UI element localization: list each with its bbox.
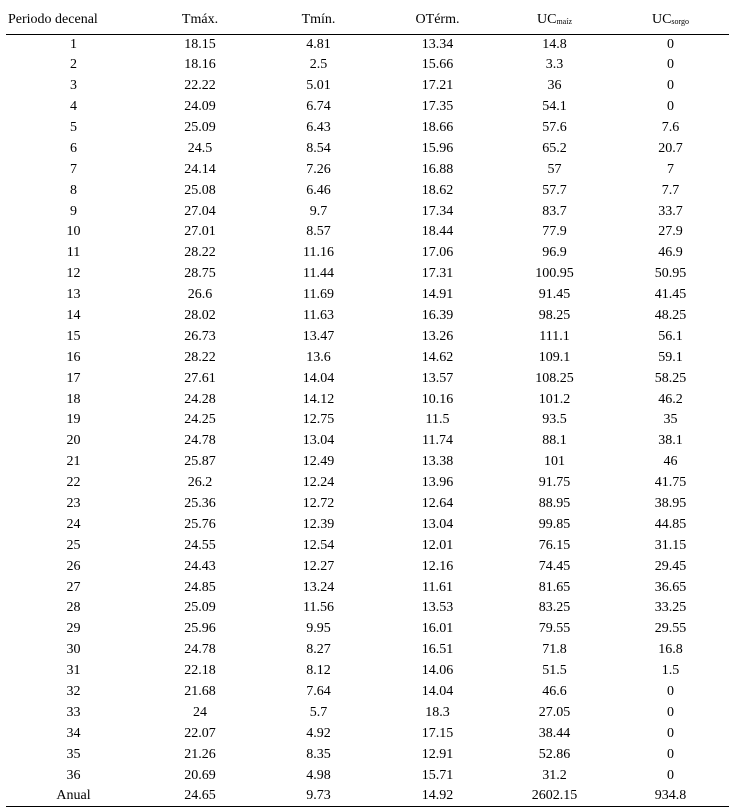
cell-uc-maiz: 109.1 [538,349,571,365]
cell-uc-sorgo: 59.1 [658,349,683,365]
cell-tmin: 8.27 [306,642,331,658]
cell-tmax: 25.08 [184,182,216,198]
header-tmax: Tmáx. [141,7,259,34]
table-row [6,138,729,159]
cell-tmax: 25.87 [184,454,216,470]
cell-tmin: 11.69 [303,287,334,303]
cell-tmax: 25.36 [184,496,216,512]
cell-uc-sorgo: 29.45 [654,558,687,574]
cell-tmax: 24.5 [187,140,213,156]
cell-oterm: 18.44 [421,224,454,240]
cell-uc-sorgo: 0 [667,684,674,700]
cell-periodo: 24 [66,516,81,532]
cell-oterm: 18.62 [421,182,454,198]
cell-periodo: 26 [66,558,81,574]
table-row [6,264,729,285]
cell-uc-maiz: 46.6 [542,684,567,700]
table-row [6,473,729,494]
cell-uc-sorgo: 0 [667,746,674,762]
cell-tmax: 24.43 [184,558,216,574]
cell-tmin: 9.73 [259,786,378,807]
table-row [6,786,729,807]
cell-uc-sorgo: 29.55 [654,621,687,637]
cell-periodo: 27 [66,579,81,595]
table-row [6,180,729,201]
cell-uc-sorgo: 46.9 [658,245,683,261]
cell-uc-sorgo: 7 [667,161,674,177]
cell-tmin: 12.39 [302,516,335,532]
cell-oterm: 14.62 [421,349,454,365]
table-row [6,389,729,410]
table-row [6,514,729,535]
cell-tmin: 12.75 [302,412,335,428]
cell-oterm: 12.64 [421,496,454,512]
cell-tmin: 7.64 [306,684,331,700]
cell-tmax: 25.09 [184,600,216,616]
cell-uc-maiz: 96.9 [542,245,567,261]
table-row [6,535,729,556]
cell-uc-sorgo: 0 [667,704,674,720]
cell-tmax: 26.73 [184,328,216,344]
cell-uc-maiz: 83.25 [538,600,571,616]
cell-uc-maiz: 81.65 [538,579,571,595]
table-row [6,577,729,598]
cell-oterm: 13.53 [421,600,454,616]
cell-oterm: 17.34 [421,203,454,219]
cell-tmin: 4.81 [306,36,331,52]
data-table-container [6,7,729,807]
cell-uc-sorgo: 48.25 [654,308,687,324]
cell-tmin: 13.24 [302,579,335,595]
cell-uc-sorgo: 0 [667,725,674,741]
table-row [6,285,729,306]
header-uc-maiz-sub: maíz [556,17,572,27]
cell-tmin: 7.26 [306,161,331,177]
cell-uc-sorgo: 16.8 [658,642,683,658]
cell-uc-maiz: 57.6 [542,120,567,135]
cell-tmin: 11.16 [303,245,334,261]
cell-uc-sorgo: 46 [663,454,678,470]
cell-uc-maiz: 57.7 [542,182,567,198]
cell-tmax: 24.55 [184,537,216,553]
cell-oterm: 14.91 [421,287,454,303]
cell-uc-sorgo: 35 [663,412,678,428]
cell-periodo: 15 [66,328,81,344]
cell-periodo: 29 [66,621,81,637]
cell-periodo: 22 [66,475,81,491]
table-row [6,431,729,452]
cell-oterm: 12.01 [421,537,454,553]
cell-uc-sorgo: 33.7 [658,203,683,219]
cell-tmax: 24.78 [184,433,216,449]
cell-oterm: 12.91 [421,746,454,762]
cell-oterm: 13.04 [421,516,454,532]
cell-uc-maiz: 88.95 [538,496,571,512]
cell-uc-sorgo: 0 [667,57,674,73]
cell-tmin: 13.04 [302,433,335,449]
cell-tmin: 12.27 [302,558,335,574]
cell-periodo: 1 [70,36,77,52]
cell-tmax: 26.2 [187,475,213,491]
cell-uc-maiz: 65.2 [542,140,567,156]
cell-oterm: 16.39 [421,308,454,324]
cell-uc-maiz: 91.45 [538,287,571,303]
cell-tmax: 28.02 [184,308,216,324]
cell-oterm: 15.71 [421,767,454,783]
cell-tmin: 12.49 [302,454,335,470]
cell-uc-sorgo: 934.8 [612,786,729,807]
table-body [6,34,729,807]
cell-tmin: 14.04 [302,370,335,386]
cell-periodo: 34 [66,725,81,741]
cell-periodo: 13 [66,287,81,303]
table-row [6,368,729,389]
cell-uc-maiz: 108.25 [535,370,574,386]
cell-uc-sorgo: 58.25 [654,370,687,386]
cell-periodo: 9 [70,203,77,219]
cell-oterm: 14.04 [421,684,454,700]
cell-uc-maiz: 76.15 [538,537,571,553]
cell-periodo: 4 [70,99,77,115]
header-oterm: OTérm. [378,7,497,34]
cell-tmax: 27.04 [184,203,216,219]
cell-tmax: 26.6 [187,287,213,303]
header-tmin: Tmín. [259,7,378,34]
cell-tmax: 24.25 [184,412,216,428]
cell-uc-sorgo: 41.75 [654,475,687,491]
cell-tmax: 24.09 [184,99,216,115]
cell-periodo: 6 [70,140,77,156]
header-uc-sorgo-sub: sorgo [671,17,690,27]
cell-periodo: 28 [66,600,81,616]
cell-tmax: 20.69 [184,767,216,783]
cell-oterm: 15.66 [421,57,454,73]
cell-uc-maiz: 100.95 [535,266,574,282]
cell-uc-maiz: 27.05 [538,704,571,720]
cell-uc-sorgo: 1.5 [661,663,680,679]
cell-tmax: 22.07 [184,725,216,741]
cell-oterm: 17.35 [421,99,454,115]
table-row [6,452,729,473]
table-row [6,494,729,515]
table-row [6,723,729,744]
cell-tmin: 5.01 [306,78,331,94]
cell-periodo: 33 [66,704,81,720]
header-row [6,7,729,34]
cell-uc-maiz: 91.75 [538,475,571,491]
header-uc-sorgo-main: UC [651,12,672,28]
cell-periodo: 19 [66,412,81,428]
cell-tmin: 13.47 [302,328,335,344]
cell-uc-sorgo: 44.85 [654,516,687,532]
cell-tmin: 6.74 [306,99,331,115]
cell-uc-maiz: 52.86 [538,746,571,762]
cell-uc-sorgo: 0 [667,767,674,783]
header-uc-maiz [497,7,612,34]
cell-uc-maiz: 99.85 [538,516,571,532]
cell-tmin: 6.43 [306,120,331,135]
cell-oterm: 17.15 [421,725,454,741]
cell-tmin: 4.92 [306,725,331,741]
cell-tmax: 24.65 [141,786,259,807]
cell-oterm: 15.96 [421,140,454,156]
cell-tmin: 9.95 [306,621,331,637]
table-row [6,159,729,180]
cell-oterm: 11.61 [422,579,453,595]
cell-oterm: 10.16 [421,391,454,407]
cell-uc-sorgo: 33.25 [654,600,687,616]
table-row [6,556,729,577]
cell-uc-sorgo: 0 [667,78,674,94]
cell-tmax: 24.14 [184,161,216,177]
cell-periodo: 23 [66,496,81,512]
cell-periodo: 30 [66,642,81,658]
cell-uc-maiz: 14.8 [542,36,567,52]
cell-tmax: 24.28 [184,391,216,407]
table-row [6,640,729,661]
cell-uc-maiz: 51.5 [542,663,567,679]
cell-oterm: 18.3 [425,704,450,720]
cell-tmin: 12.72 [302,496,335,512]
table-row [6,619,729,640]
cell-uc-maiz: 77.9 [542,224,567,240]
cell-uc-sorgo: 0 [667,36,674,52]
cell-uc-sorgo: 7.6 [661,120,680,135]
cell-tmax: 27.61 [184,370,216,386]
cell-oterm: 13.26 [421,328,454,344]
cell-oterm: 17.06 [421,245,454,261]
cell-uc-maiz: 79.55 [538,621,571,637]
cell-tmax: 25.96 [184,621,216,637]
cell-oterm: 13.57 [421,370,454,386]
cell-uc-maiz: 74.45 [538,558,571,574]
cell-uc-maiz: 101.2 [538,391,571,407]
table-row [6,76,729,97]
table-row [6,703,729,724]
cell-tmax: 28.22 [184,349,216,365]
cell-tmax: 28.75 [184,266,216,282]
cell-tmin: 14.12 [302,391,335,407]
cell-tmax: 24.85 [184,579,216,595]
table-header [6,7,729,34]
cell-periodo: 35 [66,746,81,762]
table-row [6,306,729,327]
cell-tmax: 18.16 [184,57,216,73]
cell-uc-maiz: 3.3 [545,57,564,73]
table-row [6,326,729,347]
cell-uc-maiz: 93.5 [542,412,567,428]
cell-uc-maiz: 88.1 [542,433,567,449]
cell-periodo: 21 [66,454,81,470]
cell-uc-maiz: 101 [544,454,565,470]
cell-uc-maiz: 57 [547,161,562,177]
cell-uc-maiz: 98.25 [538,308,571,324]
decadal-temperature-table [6,7,729,807]
cell-periodo: 12 [66,266,81,282]
cell-periodo: 8 [70,182,77,198]
cell-tmax: 24 [193,704,207,720]
cell-uc-maiz: 31.2 [542,767,567,783]
cell-uc-sorgo: 27.9 [658,224,683,240]
cell-oterm: 13.34 [421,36,454,52]
cell-tmin: 12.24 [302,475,335,491]
table-row [6,118,729,139]
cell-tmin: 9.7 [309,203,328,219]
table-row [6,765,729,786]
header-periodo: Periodo decenal [6,7,141,34]
cell-tmin: 8.57 [306,224,331,240]
cell-tmin: 11.63 [303,308,334,324]
table-row [6,55,729,76]
cell-uc-sorgo: 38.1 [658,433,683,449]
cell-oterm: 13.96 [421,475,454,491]
cell-oterm: 16.01 [421,621,454,637]
cell-oterm: 14.92 [378,786,497,807]
cell-oterm: 18.66 [421,120,454,135]
cell-periodo: 36 [66,767,81,783]
cell-periodo: 18 [66,391,81,407]
header-uc-sorgo [612,7,729,34]
cell-tmax: 18.15 [184,36,216,52]
cell-uc-sorgo: 31.15 [654,537,687,553]
table-row [6,410,729,431]
cell-uc-sorgo: 20.7 [658,140,683,156]
table-row [6,744,729,765]
cell-tmax: 25.76 [184,516,216,532]
cell-tmin: 13.6 [306,349,331,365]
cell-oterm: 16.51 [421,642,454,658]
cell-uc-sorgo: 41.45 [654,287,687,303]
table-row [6,34,729,55]
cell-oterm: 13.38 [421,454,454,470]
cell-tmax: 27.01 [184,224,216,240]
cell-periodo: 16 [66,349,81,365]
table-row [6,661,729,682]
cell-uc-maiz: 38.44 [538,725,571,741]
cell-uc-sorgo: 50.95 [654,266,687,282]
cell-tmax: 25.09 [184,120,216,135]
table-row [6,682,729,703]
cell-periodo: 3 [70,78,77,94]
cell-uc-maiz: 36 [547,78,562,94]
cell-uc-sorgo: 46.2 [658,391,683,407]
cell-tmin: 12.54 [302,537,335,553]
header-uc-maiz-main: UC [537,12,557,28]
cell-uc-maiz: 111.1 [539,328,570,344]
cell-tmin: 5.7 [309,704,328,720]
cell-uc-sorgo: 38.95 [654,496,687,512]
table-row [6,222,729,243]
cell-tmax: 21.68 [184,684,216,700]
cell-periodo: 5 [70,120,77,135]
cell-periodo: 32 [66,684,81,700]
cell-uc-maiz: 83.7 [542,203,567,219]
cell-uc-sorgo: 56.1 [658,328,683,344]
cell-tmax: 22.18 [184,663,216,679]
cell-uc-sorgo: 0 [667,99,674,115]
cell-uc-sorgo: 7.7 [661,182,680,198]
table-row [6,347,729,368]
cell-oterm: 17.31 [421,266,454,282]
table-row [6,598,729,619]
cell-tmax: 21.26 [184,746,216,762]
table-row [6,97,729,118]
cell-tmin: 4.98 [306,767,331,783]
cell-periodo: 11 [66,245,81,261]
cell-tmin: 11.44 [303,266,334,282]
cell-tmin: 6.46 [306,182,331,198]
cell-tmin: 11.56 [303,600,334,616]
cell-uc-maiz: 2602.15 [497,786,612,807]
cell-tmin: 8.12 [306,663,331,679]
cell-periodo: 31 [66,663,81,679]
cell-tmax: 28.22 [184,245,216,261]
table-row [6,201,729,222]
cell-tmin: 8.54 [306,140,331,156]
cell-tmax: 24.78 [184,642,216,658]
cell-oterm: 16.88 [421,161,454,177]
cell-tmax: 22.22 [184,78,216,94]
cell-periodo: 17 [66,370,81,386]
cell-periodo: 14 [66,308,81,324]
cell-tmin: 8.35 [306,746,331,762]
cell-periodo: 2 [70,57,77,73]
cell-oterm: 12.16 [421,558,454,574]
cell-periodo: 25 [66,537,81,553]
cell-periodo: 20 [66,433,81,449]
cell-oterm: 14.06 [421,663,454,679]
table-row [6,243,729,264]
cell-periodo: 10 [66,224,81,240]
cell-periodo: Anual [6,786,141,807]
cell-oterm: 11.5 [425,412,450,428]
cell-tmin: 2.5 [309,57,328,73]
cell-uc-maiz: 71.8 [542,642,567,658]
cell-periodo: 7 [70,161,77,177]
cell-uc-sorgo: 36.65 [654,579,687,595]
cell-uc-maiz: 54.1 [542,99,567,115]
cell-oterm: 11.74 [422,433,453,449]
cell-oterm: 17.21 [421,78,454,94]
